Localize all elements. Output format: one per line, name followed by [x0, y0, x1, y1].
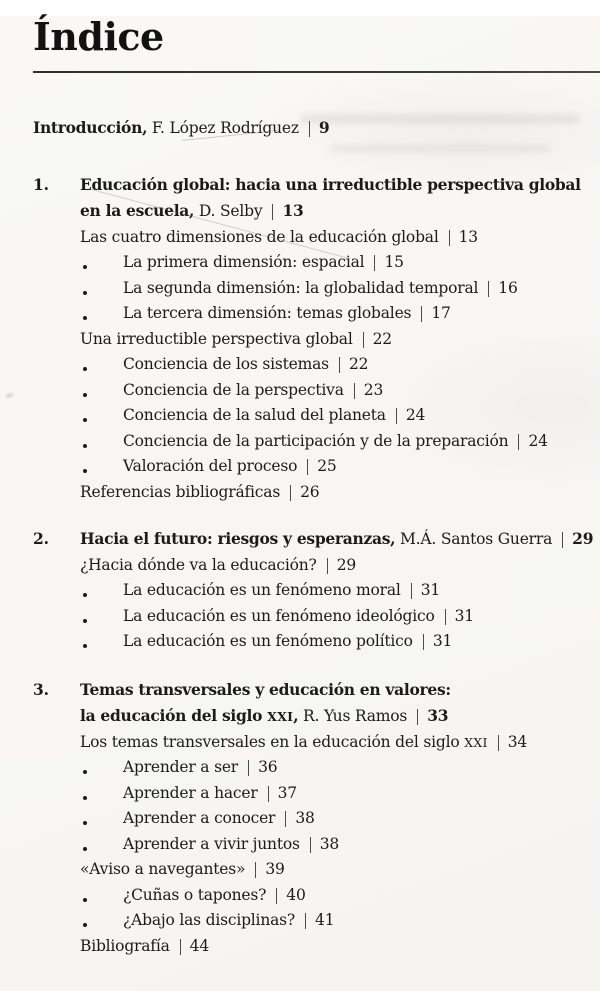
page-separator: |	[419, 304, 424, 322]
page-separator: |	[352, 380, 357, 399]
entry-text: Aprender a hacer	[123, 783, 258, 802]
section-lines	[33, 115, 590, 142]
toc-entry	[80, 629, 590, 655]
entry-text: R. Yus Ramos	[298, 707, 408, 725]
entry-text: La educación es un fenómeno moral	[123, 581, 401, 599]
page-number: 29	[572, 529, 594, 548]
bullet-icon	[83, 821, 87, 825]
page-number: 34	[507, 732, 528, 751]
toc-entry	[80, 198, 590, 225]
toc-entry	[80, 730, 590, 756]
page-number: 38	[319, 834, 340, 853]
entry-text: Conciencia de la participación y de la preparación	[123, 431, 509, 450]
toc-entry	[80, 250, 590, 276]
entry-text: Temas transversales y educación en valores:	[80, 679, 451, 699]
entry-text: Los temas transversales en la educación del siglo	[80, 732, 465, 751]
entry-text: Aprender a ser	[123, 758, 239, 776]
entry-text: F. López Rodríguez	[147, 119, 299, 137]
entry-text: Introducción,	[33, 118, 148, 137]
page-number: 23	[363, 380, 384, 399]
page-number: 33	[427, 706, 449, 725]
section-number: 3.	[33, 679, 49, 699]
page-separator: |	[266, 783, 270, 802]
toc-section-chapter-2	[33, 526, 594, 655]
bullet-icon	[83, 898, 87, 902]
toc-entry	[80, 480, 590, 506]
toc-section-chapter-3	[33, 677, 590, 960]
entry-text: Bibliografía	[80, 936, 170, 955]
entry-text: Aprender a conocer	[123, 809, 276, 827]
page-number: 16	[498, 278, 518, 297]
entry-text: Las cuatro dimensiones de la educación global	[80, 227, 439, 246]
toc-section-chapter-1	[33, 172, 590, 506]
page-separator: |	[560, 530, 565, 548]
section-lines	[80, 526, 594, 655]
bullet-icon	[83, 619, 87, 623]
section-lines	[80, 677, 590, 960]
toc-entry	[80, 677, 590, 704]
toc-entry	[80, 703, 590, 730]
entry-text: Una irreductible perspectiva global	[80, 329, 353, 348]
entry-text: Aprender a vivir juntos	[123, 834, 300, 853]
toc-entry	[80, 429, 590, 455]
toc-entry	[80, 755, 590, 781]
page-separator: |	[516, 431, 521, 450]
entry-text: ¿Cuñas o tapones?	[123, 885, 267, 904]
page-separator: |	[415, 707, 420, 725]
page-number: 22	[372, 329, 392, 348]
entry-text: La segunda dimensión: la globalidad temporal	[123, 278, 479, 297]
page-separator: |	[178, 936, 182, 955]
entry-text: XXI	[267, 709, 294, 724]
toc-entry	[80, 806, 590, 832]
page-separator: |	[394, 406, 399, 424]
toc-section-introduction	[33, 115, 590, 142]
page-number: 40	[286, 885, 306, 904]
bullet-icon	[83, 291, 87, 295]
entry-text: ¿Abajo las disciplinas?	[123, 911, 296, 929]
entry-text: ,	[293, 706, 299, 725]
section-number: 1.	[33, 174, 49, 194]
page-number: 13	[458, 227, 478, 246]
page-number: 36	[258, 758, 278, 776]
bullet-icon	[83, 770, 87, 774]
page-separator: |	[337, 355, 342, 373]
page-number: 41	[315, 911, 335, 929]
toc-entry	[80, 781, 590, 807]
bullet-icon	[83, 418, 87, 422]
page-number: 9	[318, 118, 330, 137]
toc-entry	[80, 172, 590, 199]
page-number: 13	[282, 201, 304, 220]
toc-entry	[80, 857, 590, 883]
section-lines	[80, 172, 590, 506]
bullet-icon	[83, 367, 87, 371]
page-number: 22	[348, 355, 369, 373]
entry-text: XXI	[464, 734, 488, 750]
toc-entry	[80, 604, 590, 630]
page-title: Índice	[33, 14, 164, 59]
page-separator: |	[288, 482, 293, 501]
page-number: 37	[277, 783, 297, 802]
bullet-icon	[83, 593, 87, 597]
toc-entry	[33, 115, 590, 142]
page-number: 39	[265, 860, 285, 878]
bullet-icon	[83, 796, 87, 800]
page-separator: |	[270, 202, 275, 220]
entry-text: La tercera dimensión: temas globales	[123, 304, 412, 322]
page-separator: |	[443, 606, 447, 625]
entry-text: Referencias bibliográficas	[80, 482, 281, 501]
bullet-icon	[83, 644, 87, 648]
toc-entry	[80, 526, 594, 553]
page-number: 24	[528, 431, 548, 450]
entry-text: la educación del siglo	[80, 706, 268, 725]
page-separator: |	[303, 911, 308, 929]
page-separator: |	[409, 581, 413, 599]
toc-entry	[80, 832, 590, 858]
toc-entry	[80, 327, 590, 353]
page-separator: |	[307, 119, 312, 137]
page-number: 44	[189, 936, 209, 955]
page-separator: |	[308, 834, 313, 853]
title-divider	[33, 71, 600, 73]
page-number: 38	[295, 809, 315, 827]
page-separator: |	[486, 278, 491, 297]
toc-entry	[80, 352, 590, 378]
bullet-icon	[83, 469, 87, 473]
entry-text: «Aviso a navegantes»	[80, 860, 246, 878]
toc-entry	[80, 378, 590, 404]
toc-entry	[80, 883, 590, 909]
entry-text: La educación es un fenómeno político	[123, 632, 413, 650]
entry-text: La educación es un fenómeno ideológico	[123, 606, 435, 625]
bullet-icon	[83, 265, 87, 269]
page-separator: |	[246, 758, 251, 776]
entry-text: Valoración del proceso	[123, 457, 298, 475]
page-separator: |	[361, 329, 365, 348]
toc-entry	[80, 578, 590, 604]
entry-text: ¿Hacia dónde va la educación?	[80, 555, 317, 574]
page-separator: |	[447, 227, 451, 246]
toc-entry	[80, 553, 590, 579]
toc-entry	[80, 301, 590, 327]
page-number: 15	[384, 253, 404, 271]
page-number: 31	[420, 581, 441, 599]
page-separator: |	[496, 732, 500, 751]
toc-entry	[80, 403, 590, 429]
bullet-icon	[83, 923, 87, 927]
page-number: 24	[405, 406, 426, 424]
page-separator: |	[253, 860, 258, 878]
page-separator: |	[274, 885, 279, 904]
page-separator: |	[305, 457, 310, 475]
page-number: 29	[336, 555, 357, 574]
page-separator: |	[372, 253, 377, 271]
page-separator: |	[421, 632, 426, 650]
bullet-icon	[83, 847, 87, 851]
page-number: 31	[432, 632, 453, 650]
toc-list	[33, 115, 594, 959]
entry-text: M.Á. Santos Guerra	[395, 530, 553, 548]
entry-text: La primera dimensión: espacial	[123, 253, 365, 271]
entry-text: D. Selby	[194, 202, 263, 220]
bullet-icon	[83, 316, 87, 320]
page-separator: |	[325, 555, 329, 574]
entry-text: Conciencia de los sistemas	[123, 355, 329, 373]
page-number: 26	[300, 482, 320, 501]
page-separator: |	[283, 809, 288, 827]
toc-entry	[80, 454, 590, 480]
bullet-icon	[83, 393, 87, 397]
page-number: 17	[431, 304, 451, 322]
section-number: 2.	[33, 529, 49, 548]
entry-text: en la escuela,	[80, 201, 195, 220]
entry-text: Educación global: hacia una irreductible perspectiva global	[80, 174, 581, 194]
page-number: 25	[317, 457, 337, 475]
entry-text: Conciencia de la salud del planeta	[123, 406, 386, 424]
toc-entry	[80, 276, 590, 302]
scan-artifact-speck	[6, 393, 14, 398]
entry-text: Hacia el futuro: riesgos y esperanzas,	[80, 529, 396, 548]
scanned-index-page	[0, 16, 600, 991]
toc-entry	[80, 934, 590, 960]
bullet-icon	[83, 444, 87, 448]
toc-entry	[80, 908, 590, 934]
toc-entry	[80, 225, 590, 251]
entry-text: Conciencia de la perspectiva	[123, 380, 344, 399]
page-number: 31	[454, 606, 474, 625]
